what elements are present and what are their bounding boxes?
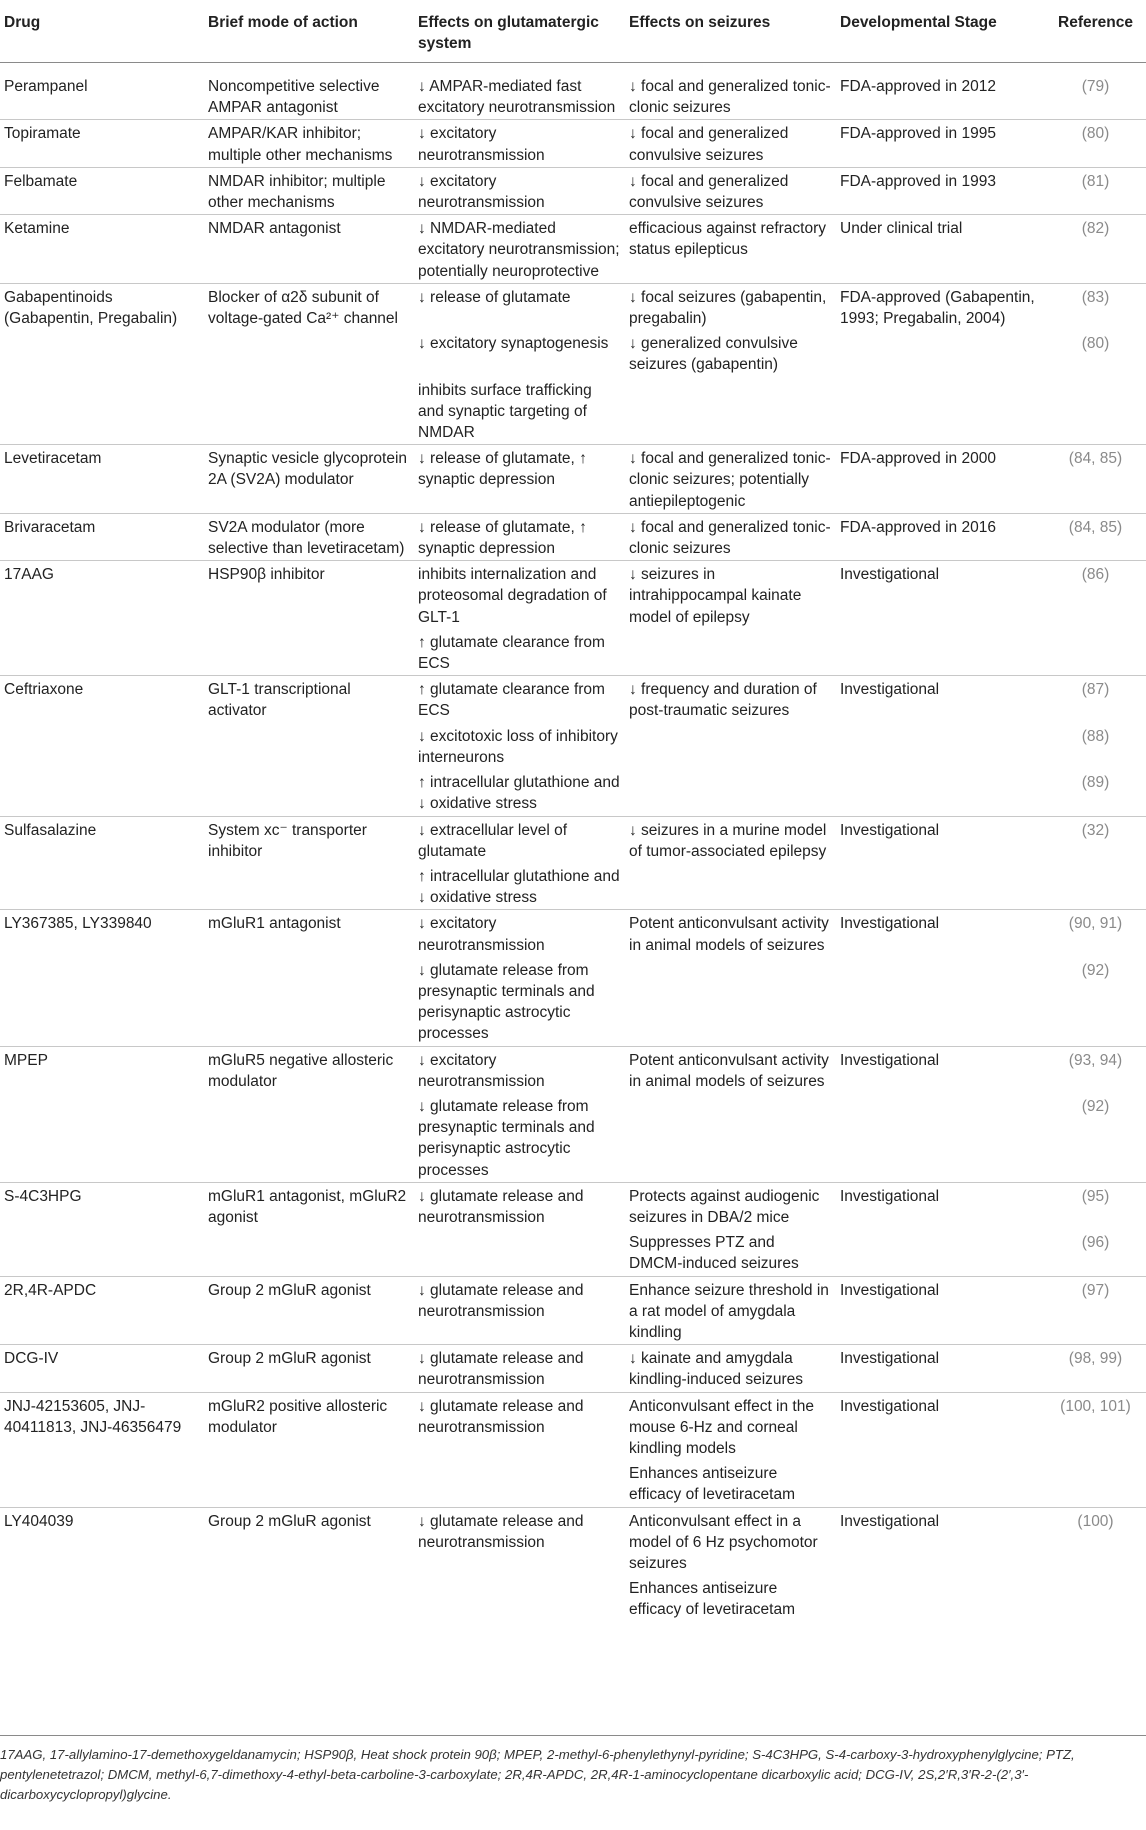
reference-cell [1045, 377, 1146, 445]
seizure-cell [625, 863, 836, 910]
seizure-cell [625, 629, 836, 676]
mode-cell [204, 723, 414, 769]
stage-cell: FDA-approved in 1993 [836, 167, 1045, 214]
glutamatergic-cell: ↓ excitatory neurotransmission [414, 910, 625, 957]
seizure-cell: ↓ focal seizures (gabapentin, pregabalin) [625, 283, 836, 330]
glutamatergic-cell: ↓ excitatory synaptogenesis [418, 335, 609, 353]
drug-cell [0, 1093, 204, 1182]
seizure-cell: ↓ focal and generalized convulsive seizures [625, 120, 836, 167]
drug-cell [0, 1229, 204, 1276]
glutamatergic-cell: ↑ glutamate clearance from ECS [418, 633, 605, 673]
reference-cell: (86) [1045, 561, 1146, 629]
reference-cell: (98, 99) [1045, 1345, 1146, 1392]
glutamatergic-cell: ↓ glutamate release and neurotransmission [414, 1507, 625, 1575]
seizure-cell: ↓ focal and generalized tonic-clonic seizures [625, 513, 836, 560]
reference-cell: (88) [1081, 727, 1110, 745]
mode-cell: NMDAR inhibitor; multiple other mechanisms [204, 167, 414, 214]
glutamatergic-cell: ↓ glutamate release and neurotransmission [414, 1276, 625, 1345]
reference-cell: (80) [1045, 120, 1146, 167]
reference-cell: (92) [1081, 1097, 1110, 1115]
reference-cell [1045, 629, 1146, 676]
glutamatergic-cell: ↓ excitotoxic loss of inhibitory interneurons [418, 727, 618, 766]
seizure-cell: ↓ focal and generalized convulsive seizures [625, 167, 836, 214]
table-row [0, 1093, 1146, 1182]
stage-cell: Under clinical trial [836, 215, 1045, 284]
table-row [0, 167, 1146, 214]
stage-cell: Investigational [836, 1276, 1045, 1345]
glutamatergic-cell: ↓ excitatory neurotransmission [414, 1046, 625, 1093]
reference-cell: (87) [1045, 676, 1146, 723]
table-row [0, 1046, 1146, 1093]
table-row [0, 215, 1146, 284]
drug-cell: MPEP [0, 1046, 204, 1093]
seizure-cell: Anticonvulsant effect in the mouse 6-Hz and corneal kindling models [625, 1392, 836, 1460]
glutamatergic-cell [414, 1575, 625, 1621]
drug-cell: JNJ-42153605, JNJ-40411813, JNJ-46356479 [0, 1392, 204, 1460]
drug-cell: DCG-IV [0, 1345, 204, 1392]
reference-cell: (100, 101) [1045, 1392, 1146, 1460]
table-row [0, 63, 1146, 120]
glutamatergic-cell: ↓ excitatory neurotransmission [414, 120, 625, 167]
stage-cell: FDA-approved (Gabapentin, 1993; Pregabalin, 2004) [836, 283, 1045, 330]
reference-cell: (96) [1081, 1234, 1110, 1252]
table-body [0, 63, 1146, 1622]
drug-cell: Ceftriaxone [0, 676, 204, 723]
table-footnote: 17AAG, 17-allylamino-17-demethoxygeldanamycin; HSP90β, Heat shock protein 90β; MPEP, 2-methyl-6-phenylethynyl-pyridine; S-4C3HPG, S-4-carboxy-3-hydroxyphenylglycine; PTZ, pentylenetetrazol; DMCM, methyl-6,7-dimethoxy-4-ethyl-beta-carboline-3-carboxylate; 2R,4R-APDC, 2R,4R-1-aminocyclopentane dicarboxylic acid; DCG-IV, 2S,2′R,3′R-2-(2′,3′-dicarboxycyclopropyl)glycine. [0, 1747, 1075, 1802]
drug-cell: S-4C3HPG [0, 1182, 204, 1229]
reference-cell: (95) [1045, 1182, 1146, 1229]
stage-cell: Investigational [836, 910, 1045, 957]
seizure-cell: Enhance seizure threshold in a rat model of amygdala kindling [625, 1276, 836, 1345]
drug-cell: LY404039 [0, 1507, 204, 1575]
mode-cell: SV2A modulator (more selective than levetiracetam) [204, 513, 414, 560]
mode-cell [204, 330, 414, 376]
stage-cell: FDA-approved in 1995 [836, 120, 1045, 167]
stage-cell: FDA-approved in 2016 [836, 513, 1045, 560]
table-row [0, 1392, 1146, 1460]
reference-cell: (80) [1081, 335, 1110, 353]
mode-cell: Noncompetitive selective AMPAR antagonist [208, 78, 380, 117]
reference-cell: (93, 94) [1045, 1046, 1146, 1093]
stage-cell: FDA-approved in 2000 [836, 445, 1045, 514]
mode-cell [204, 1460, 414, 1507]
stage-cell: Investigational [836, 1507, 1045, 1575]
seizure-cell [625, 723, 836, 769]
seizure-cell: Enhances antiseizure efficacy of levetiracetam [629, 1465, 795, 1504]
mode-cell: Group 2 mGluR agonist [204, 1507, 414, 1575]
stage-cell: Investigational [836, 676, 1045, 723]
table-row [0, 1182, 1146, 1229]
table-row [0, 377, 1146, 445]
glutamatergic-cell: ↑ glutamate clearance from ECS [414, 676, 625, 723]
table-row [0, 1229, 1146, 1276]
mode-cell: System xc⁻ transporter inhibitor [204, 816, 414, 863]
header-developmental-stage: Developmental Stage [840, 14, 997, 31]
drug-cell [0, 629, 204, 676]
glutamatergic-cell [414, 1460, 625, 1507]
mode-cell: Blocker of α2δ subunit of voltage-gated Ca²⁺ channel [204, 283, 414, 330]
table-row [0, 1575, 1146, 1621]
mode-cell: GLT-1 transcriptional activator [204, 676, 414, 723]
drug-cell: Felbamate [0, 167, 204, 214]
mode-cell: mGluR1 antagonist [204, 910, 414, 957]
drug-cell: 2R,4R-APDC [0, 1276, 204, 1345]
reference-cell: (90, 91) [1045, 910, 1146, 957]
table-row [0, 330, 1146, 376]
stage-cell [836, 863, 1045, 910]
table-row [0, 283, 1146, 330]
mode-cell [204, 629, 414, 676]
seizure-cell: Potent anticonvulsant activity in animal models of seizures [625, 910, 836, 957]
seizure-cell: efficacious against refractory status epilepticus [625, 215, 836, 284]
reference-cell: (82) [1045, 215, 1146, 284]
glutamatergic-cell: ↓ glutamate release and neurotransmission [414, 1182, 625, 1229]
reference-cell: (84, 85) [1045, 513, 1146, 560]
stage-cell [836, 723, 1045, 769]
seizure-cell: Anticonvulsant effect in a model of 6 Hz psychomotor seizures [625, 1507, 836, 1575]
mode-cell: NMDAR antagonist [204, 215, 414, 284]
reference-cell: (92) [1081, 961, 1110, 979]
header-drug: Drug [4, 14, 41, 31]
reference-cell [1045, 863, 1146, 910]
drug-cell [0, 377, 204, 445]
drug-cell: Levetiracetam [0, 445, 204, 514]
mode-cell: mGluR5 negative allosteric modulator [204, 1046, 414, 1093]
drug-cell [0, 1460, 204, 1507]
stage-cell [836, 769, 1045, 816]
drug-cell: Perampanel [4, 78, 88, 95]
seizure-cell [625, 1093, 836, 1182]
glutamatergic-cell [414, 1229, 625, 1276]
reference-cell: (32) [1045, 816, 1146, 863]
stage-cell [836, 1093, 1045, 1182]
mode-cell [204, 377, 414, 445]
table-row [0, 1507, 1146, 1575]
mode-cell [204, 1093, 414, 1182]
seizure-cell: ↓ focal and generalized tonic-clonic seizures; potentially antiepileptogenic [625, 445, 836, 514]
table-row [0, 561, 1146, 629]
stage-cell: Investigational [836, 561, 1045, 629]
stage-cell: Investigational [836, 1345, 1045, 1392]
table-row [0, 513, 1146, 560]
stage-cell: Investigational [836, 1392, 1045, 1460]
mode-cell: HSP90β inhibitor [204, 561, 414, 629]
seizure-cell: ↓ seizures in intrahippocampal kainate model of epilepsy [625, 561, 836, 629]
drug-cell: Topiramate [0, 120, 204, 167]
table-row [0, 1276, 1146, 1345]
seizure-cell: Protects against audiogenic seizures in DBA/2 mice [625, 1182, 836, 1229]
reference-cell: (100) [1045, 1507, 1146, 1575]
mode-cell [204, 1575, 414, 1621]
glutamatergic-cell: ↓ glutamate release and neurotransmission [414, 1392, 625, 1460]
seizure-cell [625, 769, 836, 816]
glutamatergic-cell: ↑ intracellular glutathione and ↓ oxidative stress [418, 867, 620, 907]
seizure-cell: Potent anticonvulsant activity in animal models of seizures [625, 1046, 836, 1093]
stage-cell [836, 629, 1045, 676]
glutamatergic-cell: ↓ release of glutamate [414, 283, 625, 330]
header-row [0, 0, 1146, 63]
drug-cell [0, 957, 204, 1046]
drug-cell: Gabapentinoids (Gabapentin, Pregabalin) [0, 283, 204, 330]
reference-cell [1045, 1575, 1146, 1621]
table-row [0, 723, 1146, 769]
stage-cell: Investigational [836, 1046, 1045, 1093]
glutamatergic-cell: ↓ extracellular level of glutamate [414, 816, 625, 863]
drug-cell: Ketamine [0, 215, 204, 284]
table-row [0, 816, 1146, 863]
table-row [0, 120, 1146, 167]
drug-cell: LY367385, LY339840 [0, 910, 204, 957]
glutamatergic-cell: inhibits internalization and proteosomal degradation of GLT-1 [414, 561, 625, 629]
drug-cell [0, 769, 204, 816]
glutamatergic-cell: ↓ NMDAR-mediated excitatory neurotransmission; potentially neuroprotective [414, 215, 625, 284]
drug-cell [0, 723, 204, 769]
seizure-cell: ↓ frequency and duration of post-traumatic seizures [625, 676, 836, 723]
mode-cell: mGluR1 antagonist, mGluR2 agonist [204, 1182, 414, 1229]
mode-cell [204, 957, 414, 1046]
table-row [0, 769, 1146, 816]
table-row [0, 629, 1146, 676]
seizure-cell: Suppresses PTZ and DMCM-induced seizures [629, 1234, 799, 1273]
mode-cell [204, 1229, 414, 1276]
reference-cell: (81) [1045, 167, 1146, 214]
table-row [0, 910, 1146, 957]
header-seizure-effects: Effects on seizures [629, 14, 771, 31]
reference-cell [1045, 1460, 1146, 1507]
seizure-cell: Enhances antiseizure efficacy of levetiracetam [629, 1580, 795, 1619]
glutamatergic-cell: inhibits surface trafficking and synaptic targeting of NMDAR [418, 381, 592, 442]
seizure-cell: ↓ generalized convulsive seizures (gabapentin) [629, 335, 798, 374]
stage-cell [836, 1460, 1045, 1507]
table-row [0, 1345, 1146, 1392]
reference-cell: (97) [1045, 1276, 1146, 1345]
footnote-divider [0, 1735, 1146, 1736]
drug-cell: Sulfasalazine [0, 816, 204, 863]
stage-cell: FDA-approved in 2012 [840, 78, 996, 95]
glutamatergic-cell: ↓ release of glutamate, ↑ synaptic depression [414, 513, 625, 560]
drug-cell [0, 1575, 204, 1621]
drug-cell: 17AAG [0, 561, 204, 629]
header-glutamatergic-effects: Effects on glutamatergic system [418, 14, 599, 52]
stage-cell: Investigational [836, 816, 1045, 863]
seizure-cell [625, 377, 836, 445]
reference-cell: (79) [1081, 78, 1110, 95]
seizure-cell: ↓ focal and generalized tonic-clonic seizures [629, 78, 831, 117]
seizure-cell [625, 957, 836, 1046]
reference-cell: (89) [1081, 774, 1110, 792]
drug-cell: Brivaracetam [0, 513, 204, 560]
mode-cell: Group 2 mGluR agonist [204, 1276, 414, 1345]
mode-cell: AMPAR/KAR inhibitor; multiple other mechanisms [204, 120, 414, 167]
mode-cell [204, 863, 414, 910]
stage-cell [836, 377, 1045, 445]
table-row [0, 676, 1146, 723]
header-reference: Reference [1058, 14, 1133, 31]
drug-cell [0, 330, 204, 376]
mode-cell [204, 769, 414, 816]
stage-cell [836, 1229, 1045, 1276]
mode-cell: mGluR2 positive allosteric modulator [204, 1392, 414, 1460]
header-mode-of-action: Brief mode of action [208, 14, 358, 31]
stage-cell: Investigational [836, 1182, 1045, 1229]
drug-cell [0, 863, 204, 910]
glutamatergic-cell: ↑ intracellular glutathione and ↓ oxidative stress [418, 774, 620, 813]
seizure-cell: ↓ kainate and amygdala kindling-induced seizures [625, 1345, 836, 1392]
glutamatergic-cell: ↓ glutamate release from presynaptic terminals and perisynaptic astrocytic processes [418, 1097, 595, 1179]
table-row [0, 957, 1146, 1046]
stage-cell [836, 957, 1045, 1046]
stage-cell [836, 1575, 1045, 1621]
mode-cell: Synaptic vesicle glycoprotein 2A (SV2A) modulator [204, 445, 414, 514]
glutamatergic-cell: ↓ release of glutamate, ↑ synaptic depression [414, 445, 625, 514]
glutamatergic-cell: ↓ glutamate release from presynaptic terminals and perisynaptic astrocytic processes [418, 961, 595, 1043]
glutamatergic-cell: ↓ AMPAR-mediated fast excitatory neurotransmission [418, 78, 616, 117]
table-row [0, 445, 1146, 514]
glutamatergic-cell: ↓ glutamate release and neurotransmission [414, 1345, 625, 1392]
stage-cell [836, 330, 1045, 376]
mode-cell: Group 2 mGluR agonist [204, 1345, 414, 1392]
table-row [0, 863, 1146, 910]
table-row [0, 1460, 1146, 1507]
glutamatergic-cell: ↓ excitatory neurotransmission [414, 167, 625, 214]
seizure-cell: ↓ seizures in a murine model of tumor-associated epilepsy [625, 816, 836, 863]
reference-cell: (84, 85) [1045, 445, 1146, 514]
reference-cell: (83) [1045, 283, 1146, 330]
